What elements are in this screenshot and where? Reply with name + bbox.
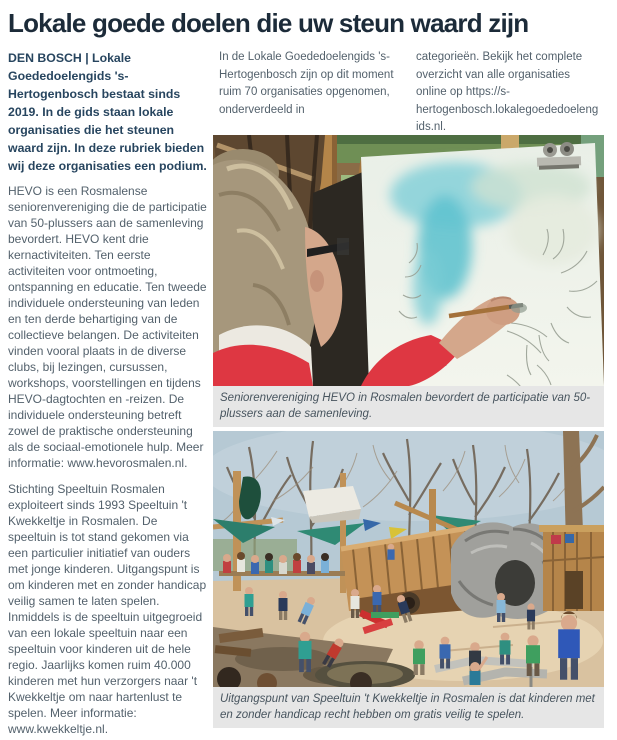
article-columns xyxy=(8,49,604,740)
column-left xyxy=(8,49,208,740)
figure-hevo xyxy=(213,135,604,427)
speeltuin-playground-photo xyxy=(213,431,604,687)
article-intro: DEN BOSCH | Lokale Goededoelengids 's-Hertogenbosch bestaat sinds 2019. In de gids staan lokale organisaties die het steunen waard zijn. In deze rubriek bieden wij deze organisaties een podium. xyxy=(8,51,207,173)
crowd xyxy=(219,552,345,576)
paragraph-hevo: HEVO is een Rosmalense seniorenvereniging die de participatie van 50-plussers aan de samenleving bevordert. HEVO kent drie kernactiviteiten. Ten eerste activiteiten voor ontmoeting, ontspanning en educatie. Ten tweede individuele ondersteuning van leden en ten derde behartiging van de collectieve belangen. De activiteiten vinden vooral plaats in de diverse clubs, bij lezingen, cursussen, workshops, voorstellingen en tijdens HEVO-dagtochten en -reizen. De individuele ondersteuning betreft zowel de praktische ondersteuning als de sociaal-emotionele hulp. Meer informatie: www.hevorosmalen.nl. xyxy=(8,184,207,470)
paragraph-column-3: categorieën. Bekijk het complete overzicht van alle organisaties online op https://s-hertogenbosch.lokalegoededoelengids.nl. xyxy=(416,51,599,134)
column-right xyxy=(213,49,604,732)
article-headline: Lokale goede doelen die uw steun waard zijn xyxy=(8,8,529,38)
caption-speeltuin: Uitgangspunt van Speeltuin 't Kwekkeltje in Rosmalen is dat kinderen met en zonder handicap recht hebben om gratis veilig te spelen. xyxy=(213,687,604,728)
caption-hevo: Seniorenvereniging HEVO in Rosmalen bevordert de participatie van 50-plussers aan de samenleving. xyxy=(213,386,604,427)
top-text-row xyxy=(213,49,604,135)
wooden-fort xyxy=(539,525,604,611)
hevo-painting-photo xyxy=(213,135,604,386)
paragraph-column-2: In de Lokale Goededoelengids 's-Hertogenbosch zijn op dit moment ruim 70 organisaties opgenomen, onderverdeeld in xyxy=(219,51,394,116)
figure-speeltuin xyxy=(213,431,604,728)
paragraph-speeltuin: Stichting Speeltuin Rosmalen exploiteert sinds 1993 Speeltuin 't Kwekkeltje in Rosmalen. De speeltuin is tot stand gekomen via een particulier initiatief van ouders met jonge kinderen. Uitgangspunt is om kinderen met en zonder handicap veilig samen te laten spelen. Inmiddels is de speeltuin uitgegroeid van een lokale speeltuin naar een speeltuin voor kinderen uit de hele regio. Jaarlijks komen ruim 40.000 kinderen met hun verzorgers naar 't Kwekkeltje om naar hartenlust te spelen. Meer informatie: www.kwekkeltje.nl. xyxy=(8,482,207,736)
